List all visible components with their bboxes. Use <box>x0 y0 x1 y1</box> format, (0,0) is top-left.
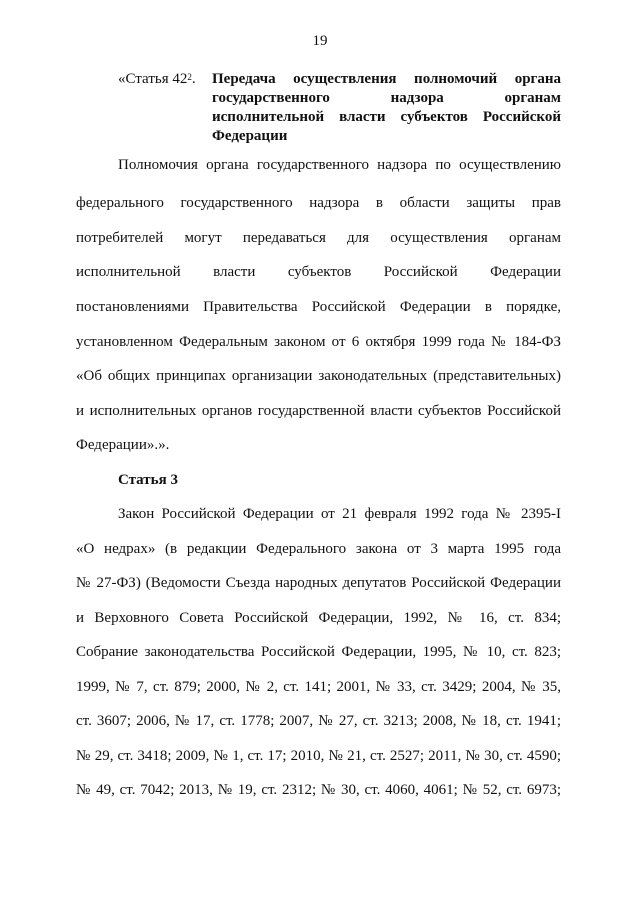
text-line: федерального государственного надзора в области защиты прав <box>76 195 561 211</box>
text-line: постановлениями Правительства Российской Федерации в порядке, <box>76 299 561 315</box>
text-line: ст. 3607; 2006, № 17, ст. 1778; 2007, № 27, ст. 3213; 2008, № 18, ст. 1941; <box>76 713 561 729</box>
text-line: Собрание законодательства Российской Федерации, 1995, № 10, ст. 823; <box>76 644 561 660</box>
article-title-line: государственного надзора органам <box>212 90 561 106</box>
text-line: исполнительной власти субъектов Российской Федерации <box>76 264 561 280</box>
article-title-line: исполнительной власти субъектов Российской <box>212 109 561 125</box>
text-line: и Верховного Совета Российской Федерации, 1992, № 16, ст. 834; <box>76 610 561 626</box>
article-number-suffix: . <box>191 71 196 87</box>
text-line: Закон Российской Федерации от 21 февраля 1992 года № 2395-I <box>118 506 561 522</box>
article-title-line: Федерации <box>212 128 288 144</box>
article-42-number <box>118 70 212 146</box>
text-line: № 29, ст. 3418; 2009, № 1, ст. 17; 2010, № 21, ст. 2527; 2011, № 30, ст. 4590; <box>76 748 561 764</box>
text-line: № 27-ФЗ) (Ведомости Съезда народных депутатов Российской Федерации <box>76 575 561 591</box>
text-line: потребителей могут передаваться для осуществления органам <box>76 230 561 246</box>
article-3-heading: Статья 3 <box>118 472 178 488</box>
text-line: и исполнительных органов государственной власти субъектов Российской <box>76 403 561 419</box>
article-number-prefix: «Статья 42 <box>118 71 188 87</box>
text-line: «Об общих принципах организации законодательных (представительных) <box>76 368 561 384</box>
article-number-superscript: 2 <box>187 72 192 82</box>
text-line: Федерации».». <box>76 437 170 453</box>
text-line: 1999, № 7, ст. 879; 2000, № 2, ст. 141; 2001, № 33, ст. 3429; 2004, № 35, <box>76 679 561 695</box>
page-number: 19 <box>312 33 328 49</box>
text-line: «О недрах» (в редакции Федерального закона от 3 марта 1995 года <box>76 541 561 557</box>
text-line: № 49, ст. 7042; 2013, № 19, ст. 2312; № 30, ст. 4060, 4061; № 52, ст. 6973; <box>76 782 561 798</box>
text-line: установленном Федеральным законом от 6 октября 1999 года № 184-ФЗ <box>76 334 561 350</box>
article-title-line: Передача осуществления полномочий органа <box>212 71 561 87</box>
text-line: Полномочия органа государственного надзора по осуществлению <box>118 157 561 173</box>
article-42-title <box>212 70 561 146</box>
article-42-heading <box>118 70 561 146</box>
